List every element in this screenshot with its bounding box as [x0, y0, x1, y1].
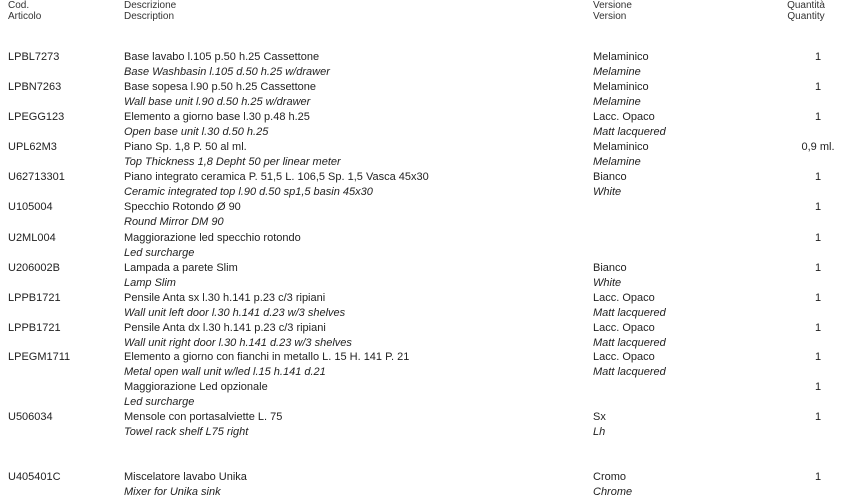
cell-description [124, 470, 247, 500]
cell-description-main: Piano integrato ceramica P. 51,5 L. 106,5 Sp. 1,5 Vasca 45x30 [124, 171, 429, 183]
cell-description-translation: Metal open wall unit w/led l.15 h.141 d.21 [124, 366, 326, 378]
cell-quantity-main: 1 [814, 262, 822, 274]
cell-code-main: U2ML004 [8, 232, 56, 244]
cell-quantity-main: 1 [814, 111, 822, 123]
cell-description-main: Lampada a parete Slim [124, 262, 238, 274]
cell-description-translation: Wall unit left door l.30 h.141 d.23 w/3 shelves [124, 307, 346, 319]
header-quantity [776, 0, 836, 22]
cell-description-main: Piano Sp. 1,8 P. 50 al ml. [124, 141, 247, 153]
table-row [0, 291, 846, 321]
cell-version-main: Bianco [593, 262, 627, 274]
cell-version [593, 110, 666, 140]
cell-version-translation: Melamine [593, 66, 641, 78]
table-row [0, 261, 846, 291]
cell-version [593, 170, 627, 200]
cell-version-translation: White [593, 186, 622, 198]
cell-quantity-main: 1 [814, 171, 822, 183]
cell-quantity [780, 110, 846, 125]
header-desc-en: Description [124, 11, 175, 22]
cell-code [8, 321, 61, 336]
table-row [0, 110, 846, 140]
cell-version [593, 470, 632, 500]
cell-version-main: Melaminico [593, 141, 649, 153]
table-row [0, 170, 846, 200]
cell-quantity-main: 1 [814, 471, 822, 483]
table-row [0, 50, 846, 80]
header-code [8, 0, 41, 22]
cell-description-translation: Wall unit right door l.30 h.141 d.23 w/3 shelves [124, 337, 352, 349]
cell-code-main: LPBN7263 [8, 81, 62, 93]
cell-description-translation: Lamp Slim [124, 277, 176, 289]
cell-quantity [780, 470, 846, 485]
cell-description-main: Base sopesa l.90 p.50 h.25 Cassettone [124, 81, 317, 93]
cell-code-main: LPEGM1711 [8, 351, 71, 363]
cell-code [8, 200, 53, 215]
cell-version-main: Lacc. Opaco [593, 292, 655, 304]
cell-code-main: UPL62M3 [8, 141, 57, 153]
cell-code-main: U62713301 [8, 171, 65, 183]
cell-description-main: Pensile Anta sx l.30 h.141 p.23 c/3 ripiani [124, 292, 326, 304]
cell-description-translation: Towel rack shelf L75 right [124, 426, 249, 438]
cell-code [8, 350, 70, 365]
cell-description-translation: Round Mirror DM 90 [124, 216, 224, 228]
cell-version [593, 321, 666, 351]
cell-version-translation: Matt lacquered [593, 126, 666, 138]
cell-description [124, 200, 241, 230]
cell-description-translation: Base Washbasin l.105 d.50 h.25 w/drawer [124, 66, 330, 78]
cell-code-main: U405401C [8, 471, 61, 483]
cell-version-translation: White [593, 277, 622, 289]
cell-description [124, 350, 409, 380]
cell-description-main: Base lavabo l.105 p.50 h.25 Cassettone [124, 51, 320, 63]
cell-code-main: LPPB1721 [8, 292, 61, 304]
cell-version-translation: Matt lacquered [593, 366, 666, 378]
cell-code [8, 140, 57, 155]
table-row [0, 410, 846, 440]
header-qty-en: Quantity [787, 11, 825, 22]
cell-description-main: Mensole con portasalviette L. 75 [124, 411, 283, 423]
cell-code [8, 110, 64, 125]
cell-code [8, 410, 53, 425]
cell-quantity-main: 1 [814, 51, 822, 63]
table-row [0, 140, 846, 170]
cell-quantity [780, 231, 846, 246]
cell-version-translation: Matt lacquered [593, 307, 666, 319]
cell-description-translation: Ceramic integrated top l.90 d.50 sp1,5 basin 45x30 [124, 186, 373, 198]
cell-code-main: LPEGG123 [8, 111, 65, 123]
table-row [0, 380, 846, 410]
table-header [0, 0, 846, 24]
cell-version-main: Lacc. Opaco [593, 111, 655, 123]
cell-code-main: U506034 [8, 411, 53, 423]
cell-version-main: Lacc. Opaco [593, 351, 655, 363]
header-desc-it: Descrizione [124, 0, 177, 11]
cell-version-translation: Chrome [593, 486, 633, 498]
cell-version-main: Cromo [593, 471, 627, 483]
cell-description-translation: Top Thickness 1,8 Depht 50 per linear meter [124, 156, 341, 168]
cell-quantity [780, 50, 846, 65]
cell-version [593, 291, 666, 321]
cell-description-main: Elemento a giorno base l.30 p.48 h.25 [124, 111, 310, 123]
cell-quantity [780, 410, 846, 425]
cell-quantity-main: 1 [814, 201, 822, 213]
cell-version [593, 50, 649, 80]
cell-description [124, 50, 330, 80]
cell-code [8, 80, 61, 95]
cell-version-translation: Melamine [593, 156, 641, 168]
cell-description [124, 321, 352, 351]
cell-version-translation: Melamine [593, 96, 641, 108]
cell-version [593, 80, 649, 110]
cell-quantity-main: 1 [814, 381, 822, 393]
cell-description-translation: Open base unit l.30 d.50 h.25 [124, 126, 269, 138]
cell-description-main: Elemento a giorno con fianchi in metallo L. 15 H. 141 P. 21 [124, 351, 410, 363]
cell-code [8, 470, 61, 485]
table-row [0, 470, 846, 500]
cell-description [124, 80, 316, 110]
cell-version-main: Bianco [593, 171, 627, 183]
cell-quantity-main: 1 [814, 351, 822, 363]
header-ver-en: Version [593, 11, 627, 22]
header-version [593, 0, 632, 22]
cell-version [593, 410, 606, 440]
cell-version [593, 350, 666, 380]
header-code-en: Articolo [8, 11, 42, 22]
cell-code [8, 170, 65, 185]
cell-quantity [780, 170, 846, 185]
cell-quantity [780, 321, 846, 336]
table-row [0, 321, 846, 351]
cell-quantity [780, 140, 846, 155]
cell-description [124, 261, 238, 291]
cell-version [593, 140, 649, 170]
cell-description-translation: Wall base unit l.90 d.50 h.25 w/drawer [124, 96, 311, 108]
cell-quantity-main: 1 [814, 232, 822, 244]
table-row [0, 200, 846, 230]
cell-description [124, 291, 345, 321]
cell-quantity-main: 0,9 ml. [801, 141, 835, 153]
cell-version-main: Lacc. Opaco [593, 322, 655, 334]
cell-version [593, 261, 627, 291]
cell-description-translation: Mixer for Unika sink [124, 486, 221, 498]
cell-description-translation: Led surcharge [124, 396, 195, 408]
cell-quantity [780, 380, 846, 395]
cell-quantity-main: 1 [814, 411, 822, 423]
cell-description [124, 380, 268, 410]
cell-description [124, 410, 282, 440]
cell-description-translation: Led surcharge [124, 247, 195, 259]
cell-quantity-main: 1 [814, 81, 822, 93]
cell-version-translation: Lh [593, 426, 606, 438]
header-ver-it: Versione [593, 0, 632, 11]
cell-quantity [780, 350, 846, 365]
cell-quantity-main: 1 [814, 292, 822, 304]
cell-code [8, 231, 56, 246]
cell-code [8, 291, 61, 306]
cell-description-main: Pensile Anta dx l.30 h.141 p.23 c/3 ripiani [124, 322, 326, 334]
cell-description [124, 140, 341, 170]
cell-version-main: Melaminico [593, 51, 649, 63]
cell-quantity [780, 261, 846, 276]
cell-description [124, 170, 429, 200]
cell-description-main: Miscelatore lavabo Unika [124, 471, 247, 483]
header-description [124, 0, 176, 22]
cell-code-main: LPPB1721 [8, 322, 61, 334]
cell-code-main: U206002B [8, 262, 60, 274]
cell-quantity [780, 291, 846, 306]
cell-description-main: Maggiorazione led specchio rotondo [124, 232, 301, 244]
cell-code-main: LPBL7273 [8, 51, 60, 63]
cell-quantity-main: 1 [814, 322, 822, 334]
table-row [0, 350, 846, 380]
header-code-it: Cod. [8, 0, 30, 11]
header-qty-it: Quantità [787, 0, 825, 11]
cell-version-translation: Matt lacquered [593, 337, 666, 349]
cell-description [124, 231, 301, 261]
table-row [0, 231, 846, 261]
cell-quantity [780, 200, 846, 215]
cell-code [8, 50, 59, 65]
cell-version-main: Sx [593, 411, 606, 423]
cell-code [8, 261, 60, 276]
cell-description-main: Maggiorazione Led opzionale [124, 381, 268, 393]
cell-description-main: Specchio Rotondo Ø 90 [124, 201, 241, 213]
cell-quantity [780, 80, 846, 95]
cell-version-main: Melaminico [593, 81, 649, 93]
cell-description [124, 110, 310, 140]
table-row [0, 80, 846, 110]
cell-code-main: U105004 [8, 201, 53, 213]
